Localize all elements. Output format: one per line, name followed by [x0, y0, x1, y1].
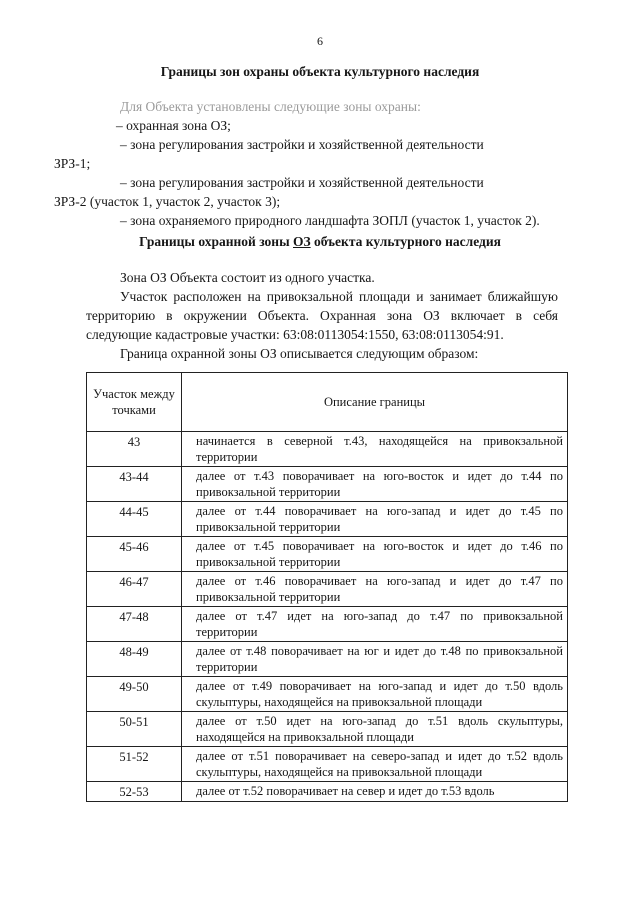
- paragraph-3: Граница охранной зоны ОЗ описывается следующим образом:: [120, 346, 479, 361]
- segment-cell: 44-45: [87, 502, 182, 537]
- table-row: [87, 467, 568, 502]
- description-cell: далее от т.52 поворачивает на север и идет до т.53 вдоль: [182, 782, 568, 802]
- description-cell: далее от т.51 поворачивает на северо-запад и идет до т.52 вдоль скульптуры, находящейся на привокзальной площади: [182, 747, 568, 782]
- table-row: [87, 607, 568, 642]
- zone-item-zrz1-line1: [86, 135, 556, 154]
- segment-cell: 45-46: [87, 537, 182, 572]
- document-title: Границы зон охраны объекта культурного наследия: [160, 64, 480, 79]
- table-row: [87, 537, 568, 572]
- description-cell: далее от т.44 поворачивает на юго-запад и идет до т.45 по привокзальной территории: [182, 502, 568, 537]
- description-cell: далее от т.43 поворачивает на юго-восток и идет до т.44 по привокзальной территории: [182, 467, 568, 502]
- segment-cell: 43: [87, 432, 182, 467]
- segment-cell: 50-51: [87, 712, 182, 747]
- zone-item-zrz1-line2: ЗРЗ-1;: [54, 156, 91, 171]
- description-cell: далее от т.48 поворачивает на юг и идет до т.48 по привокзальной территории: [182, 642, 568, 677]
- section-title-underlined: ОЗ: [293, 234, 311, 249]
- paragraph-1: Зона ОЗ Объекта состоит из одного участка.: [120, 270, 375, 285]
- table-row: [87, 642, 568, 677]
- description-cell: далее от т.47 идет на юго-запад до т.47 по привокзальной территории: [182, 607, 568, 642]
- zone-item-zrz2-line2: ЗРЗ-2 (участок 1, участок 2, участок 3);: [54, 194, 281, 209]
- segment-cell: 43-44: [87, 467, 182, 502]
- section-title-after: объекта культурного наследия: [310, 234, 501, 249]
- description-cell: далее от т.49 поворачивает на юго-запад и идет до т.50 вдоль скульптуры, находящейся на привокзальной площади: [182, 677, 568, 712]
- table-row: [87, 502, 568, 537]
- zone-item-zopl: – зона охраняемого природного ландшафта ЗОПЛ (участок 1, участок 2).: [120, 213, 540, 228]
- header-description: Описание границы: [182, 373, 568, 432]
- table-row: [87, 432, 568, 467]
- paragraph-2: Участок расположен на привокзальной площади и занимает ближайшую территорию в окружении Объекта. Охранная зона ОЗ включает в себя следующие кадастровые участки: 63:08:0113054:1550, 63:08:0113054:91.: [86, 289, 558, 342]
- table-header-row: [87, 373, 568, 432]
- segment-cell: 51-52: [87, 747, 182, 782]
- table-row: [87, 747, 568, 782]
- segment-cell: 52-53: [87, 782, 182, 802]
- segment-cell: 46-47: [87, 572, 182, 607]
- table-row: [87, 782, 568, 802]
- boundary-table: [86, 372, 568, 802]
- section-title-before: Границы охранной зоны: [139, 234, 293, 249]
- body-paragraphs: [86, 268, 558, 363]
- description-cell: начинается в северной т.43, находящейся на привокзальной территории: [182, 432, 568, 467]
- description-cell: далее от т.46 поворачивает на юго-запад и идет до т.47 по привокзальной территории: [182, 572, 568, 607]
- section-title: [0, 234, 640, 250]
- description-cell: далее от т.45 поворачивает на юго-восток и идет до т.46 по привокзальной территории: [182, 537, 568, 572]
- zones-intro: Для Объекта установлены следующие зоны охраны:: [120, 99, 421, 114]
- table-row: [87, 712, 568, 747]
- table-row: [87, 677, 568, 712]
- zone-item-zrz2-line1: – зона регулирования застройки и хозяйственной деятельности: [120, 175, 484, 190]
- page-number: 6: [317, 34, 323, 48]
- header-segment: Участок между точками: [87, 373, 182, 432]
- segment-cell: 47-48: [87, 607, 182, 642]
- segment-cell: 49-50: [87, 677, 182, 712]
- zone-item-oz: – охранная зона ОЗ;: [116, 118, 231, 133]
- segment-cell: 48-49: [87, 642, 182, 677]
- description-cell: далее от т.50 идет на юго-запад до т.51 вдоль скульптуры, находящейся на привокзальной площади: [182, 712, 568, 747]
- zones-list: [54, 97, 556, 230]
- zone-item-zrz1-text: – зона регулирования застройки и хозяйственной деятельности: [120, 137, 484, 152]
- table-row: [87, 572, 568, 607]
